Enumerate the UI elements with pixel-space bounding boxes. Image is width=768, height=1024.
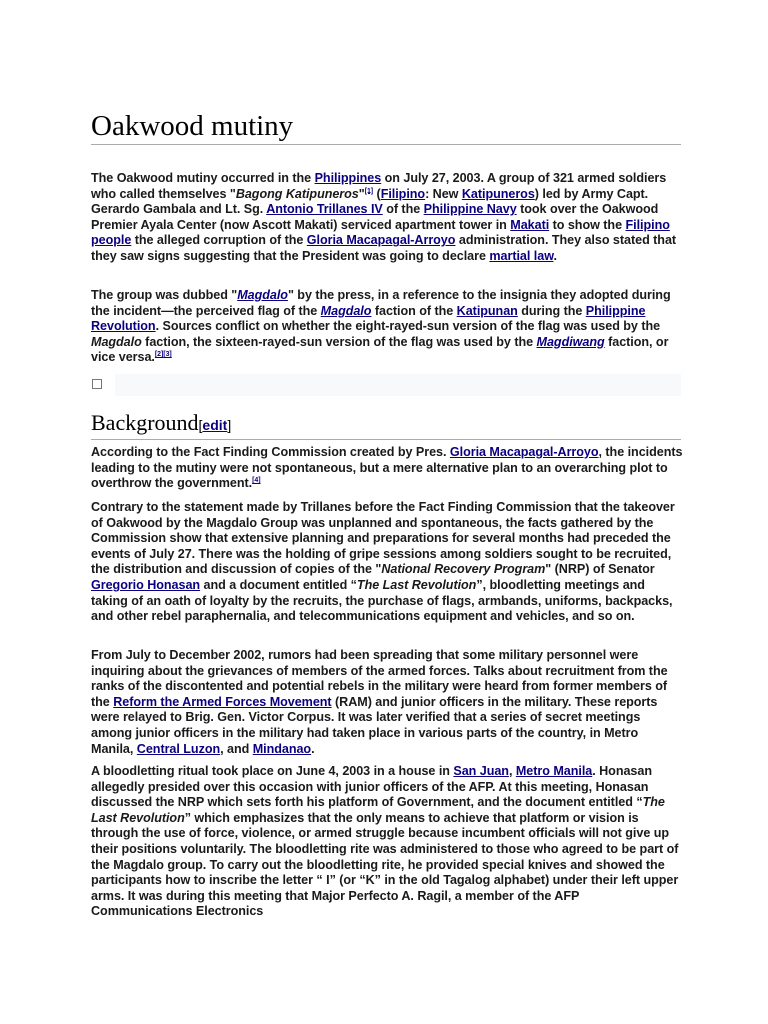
text-run: . bbox=[311, 741, 315, 756]
link-philippine-revolution[interactable]: Philippine Revolution bbox=[91, 303, 646, 334]
link-metro-manila[interactable]: Metro Manila bbox=[515, 764, 593, 778]
text-run: The Oakwood mutiny occurred in the bbox=[91, 171, 315, 185]
edit-section bbox=[199, 417, 232, 433]
page-title: Oakwood mutiny bbox=[91, 108, 681, 145]
link-katipuneros[interactable]: Katipuneros bbox=[461, 186, 535, 201]
text-run: , bbox=[508, 764, 516, 778]
link-mindanao[interactable]: Mindanao bbox=[252, 741, 312, 756]
ref-4[interactable]: [4] bbox=[252, 477, 261, 484]
text-run: From July to December 2002, rumors had been spreading that some military personnel were inquiring about the grievances of members of the armed forces. Talks about recruitment from the ranks of the discontented and potential rebels in the military were heard from former members of the bbox=[91, 648, 668, 709]
background-paragraph-3 bbox=[91, 648, 683, 757]
link-filipino[interactable]: Filipino bbox=[380, 186, 426, 201]
text-run: ( bbox=[373, 186, 381, 201]
text-run: ” which emphasizes that the only means to achieve that platform or vision is through the use of force, violence, or armed struggle because incumbent officials will not give up their positions voluntarily. The bloodletting rite was administered to those who agreed to be part of the Magdalo group. To carry out the bloodletting rite, he provided special knives and showed the participants how to inscribe the letter “ I” (or “K” in the old Tagalog alphabet) under their left upper arms. It was during this meeting that Major Perfecto A. Ragil, a member of the AFP Communications Electronics bbox=[91, 810, 679, 919]
text-run: on July 27, 2003. A group of 321 armed soldiers who called themselves " bbox=[91, 171, 667, 201]
background-paragraph-1 bbox=[91, 445, 683, 492]
text-run: , the incidents leading to the mutiny were not spontaneous, but a mere alternative plan to an overarching plot to overthrow the government. bbox=[91, 445, 683, 491]
text-run: A bloodletting ritual took place on June 4, 2003 in a house in bbox=[91, 764, 454, 778]
text-run: The Last Revolution bbox=[356, 577, 477, 592]
intro-paragraph-1 bbox=[91, 171, 683, 265]
text-run: Bagong Katipuneros bbox=[235, 186, 359, 201]
link-philippine-navy[interactable]: Philippine Navy bbox=[423, 202, 517, 217]
text-run: of the bbox=[382, 202, 424, 217]
link-ram[interactable]: Reform the Armed Forces Movement bbox=[113, 694, 332, 709]
link-gloria-arroyo-full[interactable]: Gloria Macapagal-Arroyo bbox=[449, 445, 599, 459]
text-run: faction, or vice versa. bbox=[91, 334, 669, 365]
ref-2[interactable]: [2] bbox=[154, 351, 164, 359]
link-philippines[interactable]: Philippines bbox=[314, 171, 382, 185]
link-katipunan[interactable]: Katipunan bbox=[456, 303, 518, 318]
text-run: during the bbox=[517, 303, 586, 318]
text-run: ”, bloodletting meetings and taking of an oath of loyalty by the recruits, the purchase of flags, armbands, uniforms, backpacks, and other rebel paraphernalia, and telecommunications equipment and vehicles, and so on. bbox=[91, 577, 673, 624]
link-magdalo[interactable]: Magdalo bbox=[237, 288, 288, 302]
text-run: The group was dubbed " bbox=[91, 288, 238, 302]
text-run: Contrary to the statement made by Trillanes before the Fact Finding Commission that the takeover of Oakwood by the Magdalo Group was unplanned and spontaneous, the facts gathered by the Commission show that extensive planning and preparations for several months had preceded the events of July 27. There was the holding of gripe sessions among soldiers sought to be recruited, the distribution and discussion of copies of the " bbox=[91, 500, 675, 577]
link-magdalo-faction[interactable]: Magdalo bbox=[320, 303, 372, 318]
link-antonio-trillanes[interactable]: Antonio Trillanes IV bbox=[266, 202, 383, 217]
text-run: to show the bbox=[549, 217, 626, 232]
intro-paragraph-2 bbox=[91, 288, 683, 366]
text-run: faction, the sixteen-rayed-sun version of the flag was used by the bbox=[141, 334, 537, 349]
edit-link[interactable]: edit bbox=[202, 417, 228, 433]
edit-bracket-open: [ bbox=[198, 417, 203, 433]
link-magdiwang[interactable]: Magdiwang bbox=[536, 334, 605, 349]
ref-1[interactable]: [1] bbox=[364, 187, 374, 195]
text-run: faction of the bbox=[371, 303, 457, 318]
text-run: (RAM) and junior officers in the military. These reports were relayed to Brig. Gen. Victor Corpus. It was later verified that a series of secret meetings among junior officers in the military had taken place in various parts of the country, in Metro Manila, bbox=[91, 694, 658, 756]
link-gloria-arroyo-cont[interactable]: Arroyo bbox=[414, 233, 456, 248]
text-run: ) led by Army Capt. Gerardo Gambala and Lt. Sg. bbox=[91, 186, 649, 217]
background-paragraph-2 bbox=[91, 500, 683, 625]
text-run: . Sources conflict on whether the eight-rayed-sun version of the flag was used by the bbox=[155, 319, 661, 334]
text-run: " bbox=[358, 186, 365, 201]
text-run: and a document entitled “ bbox=[200, 577, 357, 592]
toc-box bbox=[115, 374, 681, 396]
toc-row bbox=[91, 374, 681, 396]
text-run: . Honasan allegedly presided over this occasion with junior officers of the AFP. At this meeting, Honasan discussed the NRP which sets forth his platform of Government, and the document entitled “ bbox=[91, 764, 652, 810]
checkbox-icon[interactable] bbox=[92, 379, 102, 389]
edit-bracket-close: ] bbox=[227, 417, 232, 433]
text-run: : New bbox=[425, 186, 462, 201]
link-filipino-people[interactable]: Filipino people bbox=[91, 217, 670, 248]
link-martial-law[interactable]: martial law bbox=[489, 248, 554, 263]
text-run: " by the press, in a reference to the insignia they adopted during the incident—the perceived flag of the bbox=[91, 288, 671, 318]
text-run: According to the Fact Finding Commission created by Pres. bbox=[91, 445, 450, 459]
link-san-juan[interactable]: San Juan bbox=[453, 764, 509, 778]
text-run: Magdalo bbox=[91, 334, 142, 349]
ref-3[interactable]: [3] bbox=[163, 351, 172, 359]
link-makati[interactable]: Makati bbox=[510, 217, 550, 232]
text-run: the alleged corruption of the bbox=[131, 233, 307, 248]
text-run: The Last Revolution bbox=[91, 795, 665, 825]
section-heading-background bbox=[91, 410, 681, 440]
text-run: . bbox=[553, 248, 557, 263]
background-paragraph-4 bbox=[91, 764, 683, 920]
text-run: , and bbox=[220, 741, 253, 756]
link-central-luzon[interactable]: Central Luzon bbox=[136, 741, 221, 756]
text-run: took over the Oakwood Premier Ayala Center (now Ascott Makati) serviced apartment tower in bbox=[91, 202, 659, 232]
link-gloria-arroyo[interactable]: Gloria Macapagal- bbox=[306, 233, 415, 248]
section-heading-text: Background bbox=[91, 410, 199, 435]
link-gregorio-honasan[interactable]: Gregorio Honasan bbox=[91, 577, 201, 592]
text-run: National Recovery Program bbox=[381, 562, 546, 577]
text-run: " (NRP) of Senator bbox=[545, 562, 655, 577]
text-run: administration. They also stated that they saw signs suggesting that the President was going to declare bbox=[91, 233, 677, 263]
